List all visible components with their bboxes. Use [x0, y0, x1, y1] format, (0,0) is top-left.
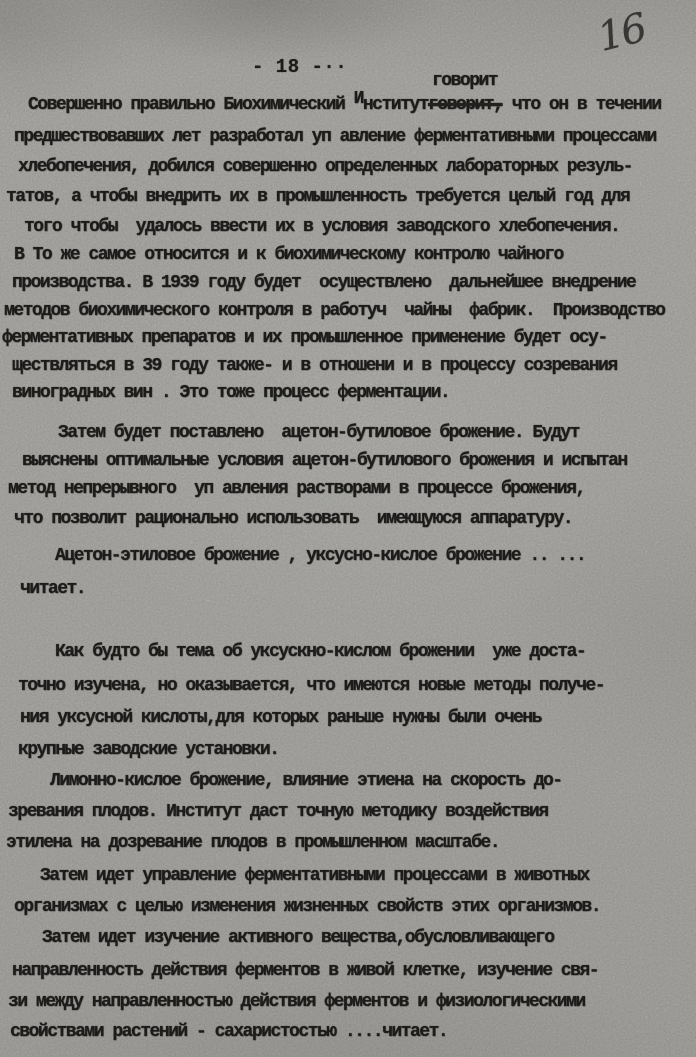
- text-line: виноградных вин . Это тоже процесс ферментации.: [12, 383, 450, 403]
- text-line: Лимонно-кислое брожение, влияние этиена на скорость до-: [50, 771, 562, 791]
- text-line: читает.: [20, 579, 86, 599]
- text-line: крупные заводские установки.: [18, 740, 279, 760]
- text-line: что позволит рационально использовать имеющуюся аппаратуру.: [14, 509, 573, 529]
- text-line: Затем будет поставлено ацетон-бутиловое брожение. Будут: [58, 423, 579, 443]
- text-line: выяснены оптимальные условия ацетон-бутилового брожения и испытан: [22, 451, 627, 471]
- line1-pre: Совершенно правильно Биохимический: [28, 95, 354, 115]
- text-line: предшествовавших лет разработал уп авление ферментативными процессами: [14, 127, 656, 147]
- text-line: Затем идет изучение активного вещества,обусловливающего: [42, 928, 554, 948]
- text-line: Затем идет управление ферментативными процессами в животных: [40, 866, 589, 886]
- page-number: - 18 -··: [252, 56, 348, 78]
- text-line: татов, а чтобы внедрить их в промышленность требуется целый год для: [6, 187, 630, 207]
- text-line: В То же самое относится и к биохимическому контролю чайного: [14, 245, 563, 265]
- line1-post: что он в течении: [502, 95, 661, 115]
- inserted-word-correction: говорит: [432, 71, 498, 91]
- text-line: Ацетон-этиловое брожение , уксусно-кислое брожение .. ...: [55, 546, 586, 566]
- text-line: зи между направленностью действия ферментов и физиологическими: [8, 992, 585, 1012]
- text-line: производства. В 1939 году будет осуществлено дальнейшее внедрение: [12, 273, 636, 293]
- text-line: направленность действия ферментов в живой клетке, изучение свя-: [12, 961, 599, 981]
- text-line: организмах с целью изменения жизненных свойств этих организмов.: [14, 897, 601, 917]
- line1-superscript-letter: И: [353, 89, 363, 109]
- text-line-with-correction: [28, 90, 661, 120]
- text-line: ществляться в 39 году также- и в отношени и в процессу созревания: [12, 356, 617, 376]
- text-line: того чтобы удалось ввести их в условия заводского хлебопечения.: [24, 217, 620, 237]
- line1-word: нститут: [362, 95, 428, 115]
- text-line: методов биохимического контроля в работуч чайны фабрик. Производство: [4, 301, 665, 321]
- text-line: точно изучена, но оказывается, что имеются новые методы получе-: [18, 676, 605, 696]
- struck-word: говорит,: [428, 95, 503, 115]
- text-line: Как будто бы тема об уксускно-кислом брожении уже доста-: [55, 642, 586, 662]
- text-line: хлебопечения, добился совершенно определенных лабораторных резуль-: [18, 157, 632, 177]
- text-line: метод непрерывного уп авления растворами в процессе брожения,: [8, 479, 585, 499]
- handwritten-folio-number: 16: [593, 5, 650, 61]
- text-line: зревания плодов. Институт даст точную методику воздействия: [8, 802, 548, 822]
- text-line: свойствами растений - сахаристостью ....читает.: [10, 1022, 448, 1042]
- text-line: ферментативных препаратов и их промышленное применение будет осу-: [2, 328, 607, 348]
- text-line: ния уксусной кислоты,для которых раньше нужны были очень: [20, 708, 541, 728]
- text-line: этилена на дозревание плодов в промышленном масштабе.: [6, 833, 499, 853]
